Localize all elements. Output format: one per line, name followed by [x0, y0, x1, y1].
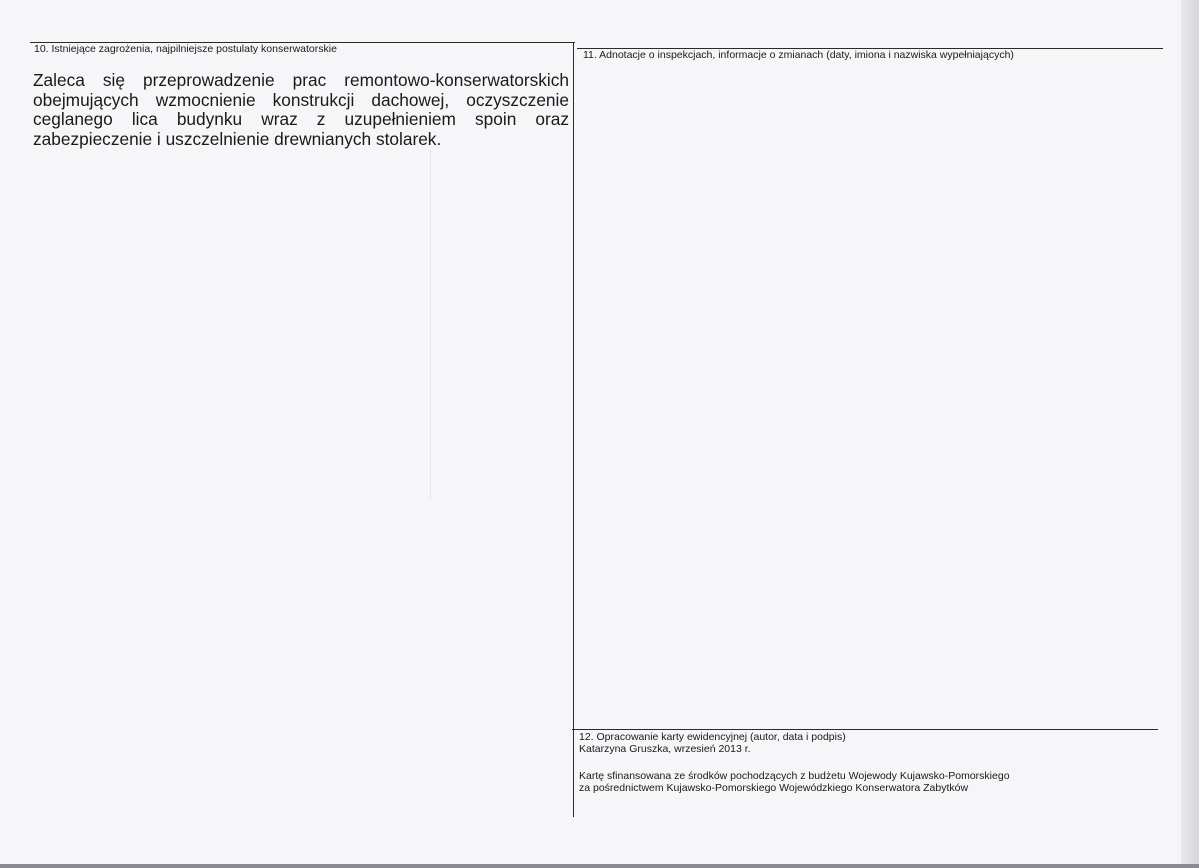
scan-bottom-edge [0, 864, 1199, 868]
paper-crease [430, 150, 431, 500]
section10-heading: 10. Istniejące zagrożenia, najpilniejsze postulaty konserwatorskie [34, 43, 337, 55]
scan-edge [1181, 0, 1199, 868]
section12-heading: 12. Opracowanie karty ewidencyjnej (autor, data i podpis) [579, 731, 846, 743]
section12-top-rule [572, 729, 1158, 730]
section10-text: Zaleca się przeprowadzenie prac remontowo-konserwatorskich obejmujących wzmocnienie konstrukcji dachowej, oczyszczenie ceglanego lica budynku wraz z uzupełnieniem spoin oraz zabezpieczenie i uszczelnienie drewnianych stolarek. [33, 70, 569, 149]
author-line: Katarzyna Gruszka, wrzesień 2013 r. [579, 743, 751, 755]
section11-heading: 11. Adnotacje o inspekcjach, informacje o zmianach (daty, imiona i nazwiska wypełniających) [583, 49, 1014, 61]
funding-line-1: Kartę sfinansowana ze środków pochodzących z budżetu Wojewody Kujawsko-Pomorskiego [579, 770, 1010, 782]
column-divider [573, 42, 574, 817]
funding-line-2: za pośrednictwem Kujawsko-Pomorskiego Wojewódzkiego Konserwatora Zabytków [579, 782, 969, 794]
